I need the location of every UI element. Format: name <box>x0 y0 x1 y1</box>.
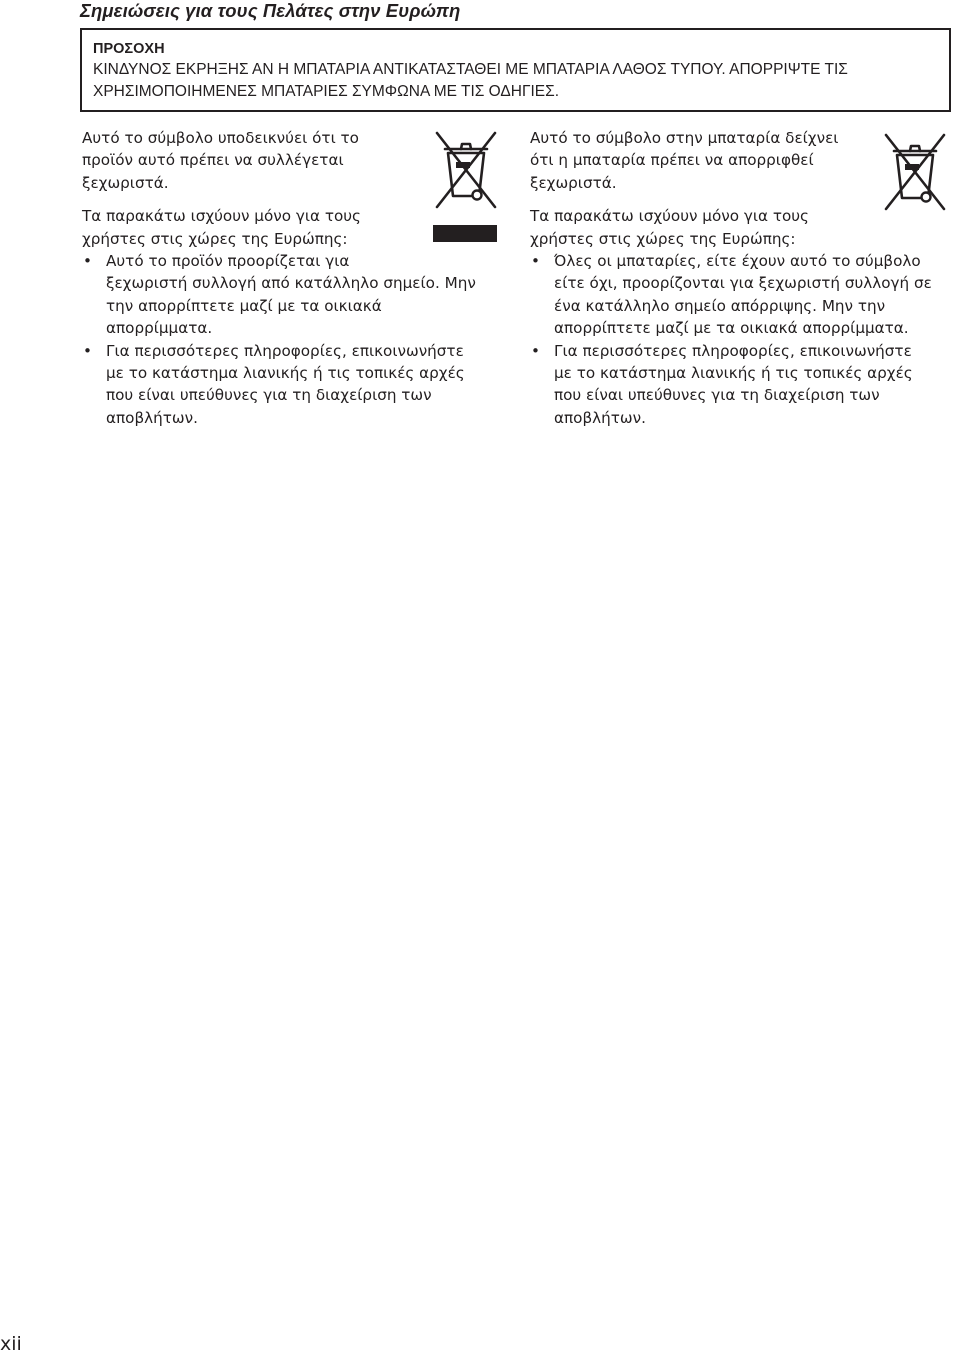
bullet-line: ξεχωριστή συλλογή από κατάλληλο σημείο. Μην <box>106 274 476 293</box>
right-applies-line: Τα παρακάτω ισχύουν μόνο για τους <box>530 207 809 226</box>
crossed-out-wheeled-bin-icon <box>434 130 498 210</box>
page-number: xii <box>0 1333 22 1355</box>
left-intro-line: προϊόν αυτό πρέπει να συλλέγεται <box>82 151 344 170</box>
bullet-line: • Για περισσότερες πληροφορίες, επικοινωνήστε <box>554 341 912 360</box>
left-intro-line: ξεχωριστά. <box>82 173 169 192</box>
bullet-line: απορρίμματα. <box>106 319 213 338</box>
black-bar <box>433 225 497 242</box>
bullet-line: με το κατάστημα λιανικής ή τις τοπικές αρχές <box>554 364 913 383</box>
right-bullet-list <box>530 250 932 429</box>
bullet-line: που είναι υπεύθυνες για τη διαχείριση των <box>106 386 432 405</box>
list-item <box>530 340 913 430</box>
bullet-line: • Αυτό το προϊόν προορίζεται για <box>106 252 350 271</box>
right-intro-line: Αυτό το σύμβολο στην μπαταρία δείχνει <box>530 129 839 147</box>
caution-line: ΚΙΝΔΥΝΟΣ ΕΚΡΗΞΗΣ ΑΝ Η ΜΠΑΤΑΡΙΑ ΑΝΤΙΚΑΤΑΣΤΑΘΕΙ ΜΕ ΜΠΑΤΑΡΙΑ ΛΑΘΟΣ ΤΥΠΟΥ. ΑΠΟΡΡΙΨΤΕ ΤΙΣ <box>93 61 848 78</box>
caution-box <box>80 28 951 112</box>
page-heading: Σημειώσεις για τους Πελάτες στην Ευρώπη <box>80 0 461 21</box>
right-intro-line: ότι η μπαταρία πρέπει να απορριφθεί <box>530 151 814 170</box>
right-intro-line: ξεχωριστά. <box>530 173 617 192</box>
bullet-line: την απορρίπτετε μαζί με τα οικιακά <box>106 296 382 315</box>
left-column <box>82 127 476 429</box>
left-applies-line: χρήστες στις χώρες της Ευρώπης: <box>82 229 348 248</box>
right-column <box>530 127 932 429</box>
crossed-out-wheeled-bin-icon <box>883 132 947 212</box>
bullet-line: • Για περισσότερες πληροφορίες, επικοινωνήστε <box>106 341 464 360</box>
bullet-line: είτε όχι, προορίζονται για ξεχωριστή συλλογή σε <box>554 274 932 293</box>
list-item <box>82 250 476 340</box>
bullet-line: • Όλες οι μπαταρίες, είτε έχουν αυτό το σύμβολο <box>554 252 921 271</box>
left-bullet-list <box>82 250 476 429</box>
bullet-line: αποβλήτων. <box>106 408 198 427</box>
caution-line: ΧΡΗΣΙΜΟΠΟΙΗΜΕΝΕΣ ΜΠΑΤΑΡΙΕΣ ΣΥΜΦΩΝΑ ΜΕ ΤΙΣ ΟΔΗΓΙΕΣ. <box>93 83 560 100</box>
right-applies-line: χρήστες στις χώρες της Ευρώπης: <box>530 229 796 248</box>
caution-title: ΠΡΟΣΟΧΗ <box>93 41 165 57</box>
bullet-line: που είναι υπεύθυνες για τη διαχείριση των <box>554 386 880 405</box>
left-applies-line: Τα παρακάτω ισχύουν μόνο για τους <box>82 207 361 226</box>
bullet-line: με το κατάστημα λιανικής ή τις τοπικές αρχές <box>106 364 465 383</box>
bullet-line: απορρίπτετε μαζί με τα οικιακά απορρίμματα. <box>554 319 909 338</box>
list-item <box>530 250 932 340</box>
list-item <box>82 340 465 430</box>
bullet-line: ένα κατάλληλο σημείο απόρριψης. Μην την <box>554 296 886 315</box>
left-intro-line: Αυτό το σύμβολο υποδεικνύει ότι το <box>82 129 359 147</box>
bullet-line: αποβλήτων. <box>554 408 646 427</box>
